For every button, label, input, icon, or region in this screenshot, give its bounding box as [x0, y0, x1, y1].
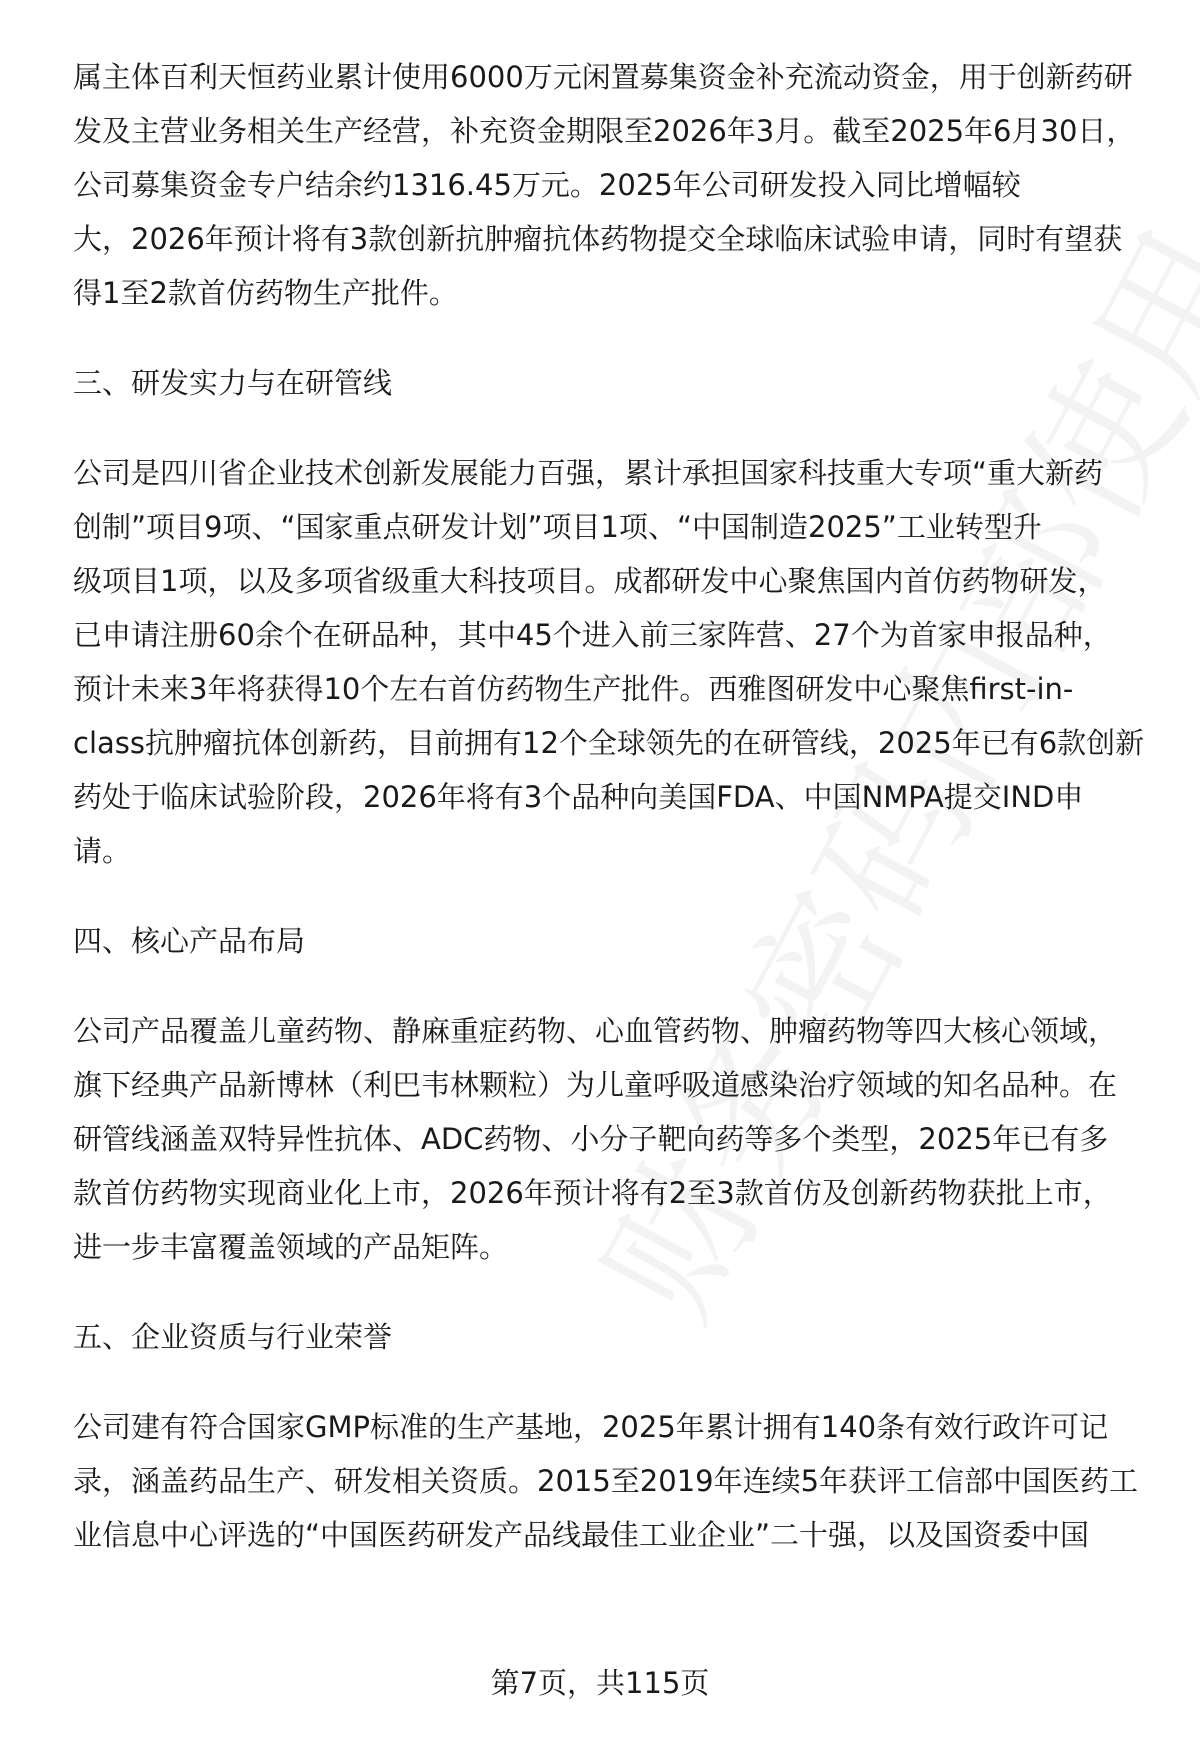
paragraph-qualifications — [73, 1400, 1168, 1562]
text-line: 请。 — [73, 834, 132, 868]
text-line: 款首仿药物实现商业化上市，2026年预计将有2至3款首仿及创新药物获批上市， — [73, 1176, 1112, 1210]
text-line: 已申请注册60余个在研品种，其中45个进入前三家阵营、27个为首家申报品种， — [73, 618, 1112, 652]
text-line: 进一步丰富覆盖领域的产品矩阵。 — [73, 1230, 509, 1264]
page-footer — [0, 1663, 1200, 1703]
text-line: 药处于临床试验阶段，2026年将有3个品种向美国FDA、中国NMPA提交IND申 — [73, 780, 1084, 814]
paragraph-fund-usage — [73, 50, 1168, 320]
section-heading-core-products — [73, 914, 1168, 968]
text-line: 公司建有符合国家GMP标准的生产基地，2025年累计拥有140条有效行政许可记 — [73, 1410, 1109, 1444]
text-line: 研管线涵盖双特异性抗体、ADC药物、小分子靶向药等多个类型，2025年已有多 — [73, 1122, 1109, 1156]
page-number: 第7页，共115页 — [490, 1666, 710, 1700]
section-heading-qualifications — [73, 1310, 1168, 1364]
heading-text: 三、研发实力与在研管线 — [73, 366, 393, 400]
paragraph-product-layout — [73, 1004, 1168, 1274]
paragraph-rd-strength — [73, 446, 1168, 878]
text-line: 预计未来3年将获得10个左右首仿药物生产批件。西雅图研发中心聚焦first-in- — [73, 672, 1074, 706]
text-line: 公司是四川省企业技术创新发展能力百强，累计承担国家科技重大专项“重大新药 — [73, 456, 1104, 490]
heading-text: 五、企业资质与行业荣誉 — [73, 1320, 393, 1354]
text-line: 创制”项目9项、“国家重点研发计划”项目1项、“中国制造2025”工业转型升 — [73, 510, 1042, 544]
text-line: 录，涵盖药品生产、研发相关资质。2015至2019年连续5年获评工信部中国医药工 — [73, 1464, 1139, 1498]
text-line: 业信息中心评选的“中国医药研发产品线最佳工业企业”二十强，以及国资委中国 — [73, 1518, 1090, 1552]
text-line: 级项目1项，以及多项省级重大科技项目。成都研发中心聚焦国内首仿药物研发， — [73, 564, 1107, 598]
text-line: 公司募集资金专户结余约1316.45万元。2025年公司研发投入同比增幅较 — [73, 168, 1021, 202]
text-line: 大，2026年预计将有3款创新抗肿瘤抗体药物提交全球临床试验申请，同时有望获 — [73, 222, 1123, 256]
text-line: 发及主营业务相关生产经营，补充资金期限至2026年3月。截至2025年6月30日， — [73, 114, 1136, 148]
text-line: class抗肿瘤抗体创新药，目前拥有12个全球领先的在研管线，2025年已有6款创新 — [73, 726, 1145, 760]
text-line: 公司产品覆盖儿童药物、静麻重症药物、心血管药物、肿瘤药物等四大核心领域， — [73, 1014, 1118, 1048]
text-line: 得1至2款首仿药物生产批件。 — [73, 276, 458, 310]
text-line: 旗下经典产品新博林（利巴韦林颗粒）为儿童呼吸道感染治疗领域的知名品种。在 — [73, 1068, 1118, 1102]
text-line: 属主体百利天恒药业累计使用6000万元闲置募集资金补充流动资金，用于创新药研 — [73, 60, 1133, 94]
document-body — [73, 50, 1168, 1562]
section-heading-rd-pipeline — [73, 356, 1168, 410]
heading-text: 四、核心产品布局 — [73, 924, 306, 958]
